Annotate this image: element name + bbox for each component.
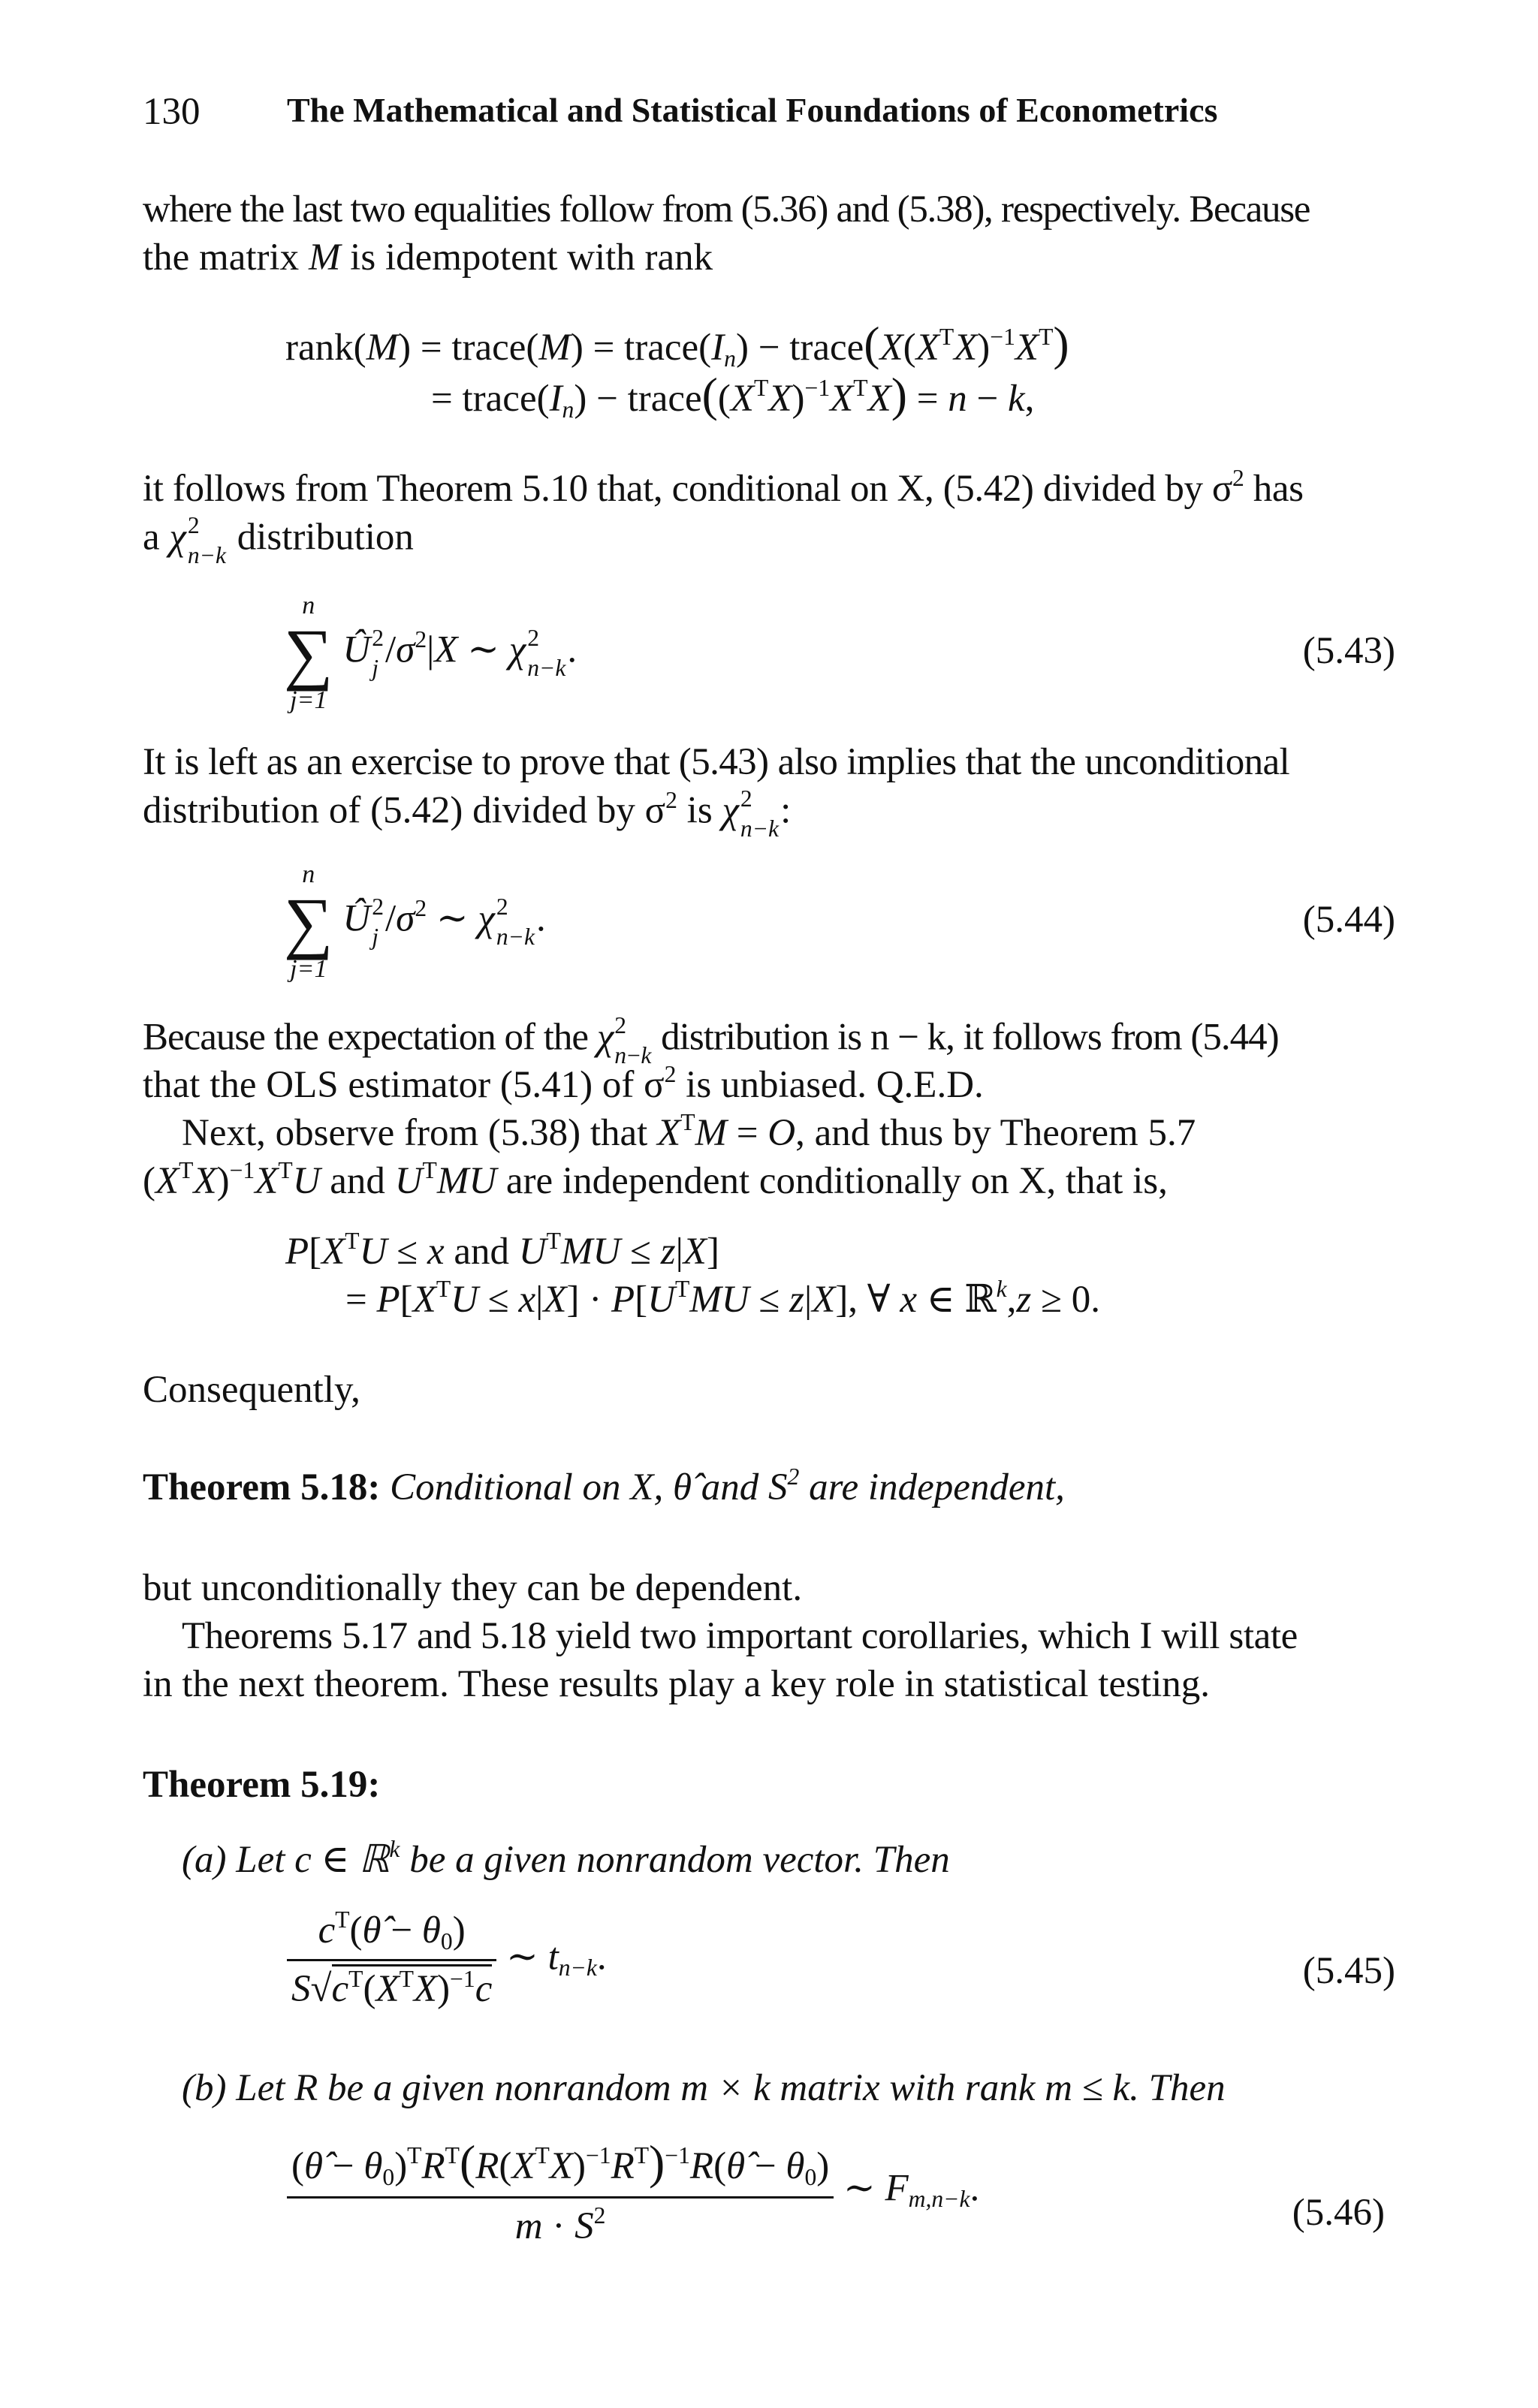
paragraph-line: $(X^TX)^{-1}X^TU$ and $U^TMU$ are independent conditionally on X, that is, — [143, 1157, 1168, 1202]
paragraph-line: where the last two equalities follow from (5.36) and (5.38), respectively. Because — [143, 188, 1310, 231]
equation-number: (5.46) — [1292, 2192, 1385, 2234]
paragraph-line: It is left as an exercise to prove that (5.43) also implies that the unconditional — [143, 741, 1290, 783]
theorem-5-19-label: Theorem 5.19: — [143, 1764, 381, 1806]
paragraph-line: Theorems 5.17 and 5.18 yield two important corollaries, which I will state — [182, 1615, 1298, 1657]
equation-number: (5.44) — [1302, 899, 1395, 941]
paragraph-line: it follows from Theorem 5.10 that, conditional on X, (5.42) divided by $\sigma^2$ has — [143, 465, 1304, 510]
theorem-5-19-part-a: (a) Let c ∈ ℝ$^k$ be a given nonrandom vector. Then — [182, 1836, 950, 1881]
independence-equation-line-1: $P[X^TU \le x$ and $U^TMU \le z|X$] — [285, 1228, 719, 1273]
paragraph-line: Consequently, — [143, 1369, 360, 1411]
equation-5-46: $\frac{(\thetâ - \theta_0)^TR^T(R(X^TX)^{-1}R^T)^{-1}R(\thetâ - \theta_0)}{m \cdot S^2}$ ∼ $F_{m,n-k}$. — [287, 2132, 979, 2250]
paragraph-line: the matrix M is idempotent with rank — [143, 237, 713, 279]
running-title: The Mathematical and Statistical Foundations of Econometrics — [287, 91, 1218, 129]
theorem-5-19-part-b: (b) Let R be a given nonrandom m × k matrix with rank m ≤ k. Then — [182, 2067, 1226, 2109]
equation-number: (5.43) — [1302, 630, 1395, 672]
equation-number: (5.45) — [1302, 1950, 1395, 1992]
equation-5-43: n ∑ j=1 Û 2 j $/\sigma^2|X$ ∼ χ 2 n−k . — [284, 592, 578, 714]
equation-5-44: n ∑ j=1 Û 2 j $/\sigma^2$ ∼ χ 2 n−k . — [284, 860, 546, 983]
paragraph-line: Next, observe from (5.38) that $X^TM = O$, and thus by Theorem 5.7 — [182, 1109, 1196, 1154]
paragraph-line: Because the expectation of the χ 2 n−k distribution is n − k, it follows from (5.44) — [143, 1012, 1279, 1068]
independence-equation-line-2: = $P[X^TU \le x|X] \cdot P[U^TMU \le z|X]$, ∀ x ∈ ℝ$^k$,z ≥ 0. — [345, 1276, 1100, 1321]
paragraph-line: that the OLS estimator (5.41) of $\sigma^2$ is unbiased. Q.E.D. — [143, 1061, 984, 1106]
paragraph-line: a χ 2 n−k distribution — [143, 512, 414, 568]
paragraph-line: distribution of (5.42) divided by $\sigma^2$ is χ 2 n−k : — [143, 785, 792, 842]
theorem-5-18: Theorem 5.18: Conditional on X, θ̂ and $S^2$ are independent, — [143, 1463, 1065, 1508]
paragraph-line: in the next theorem. These results play a key role in statistical testing. — [143, 1663, 1211, 1705]
rank-equation-line-1: rank(M) = trace(M) = $trace(I_n)$ − $trace(X(X^TX)^{-1}X^T)$ — [285, 317, 1069, 372]
page-number: 130 — [143, 91, 201, 133]
rank-equation-line-2: = $trace(I_n)$ − $trace((X^TX)^{-1}X^TX) = n - k$, — [431, 368, 1035, 423]
equation-5-45: $\frac{c^T(\thetâ - \theta_0)}{S√c^T(X^TX)^{-1}c}$ ∼ $t_{n-k}$. — [287, 1907, 607, 2013]
paragraph-line: but unconditionally they can be dependent. — [143, 1567, 803, 1609]
